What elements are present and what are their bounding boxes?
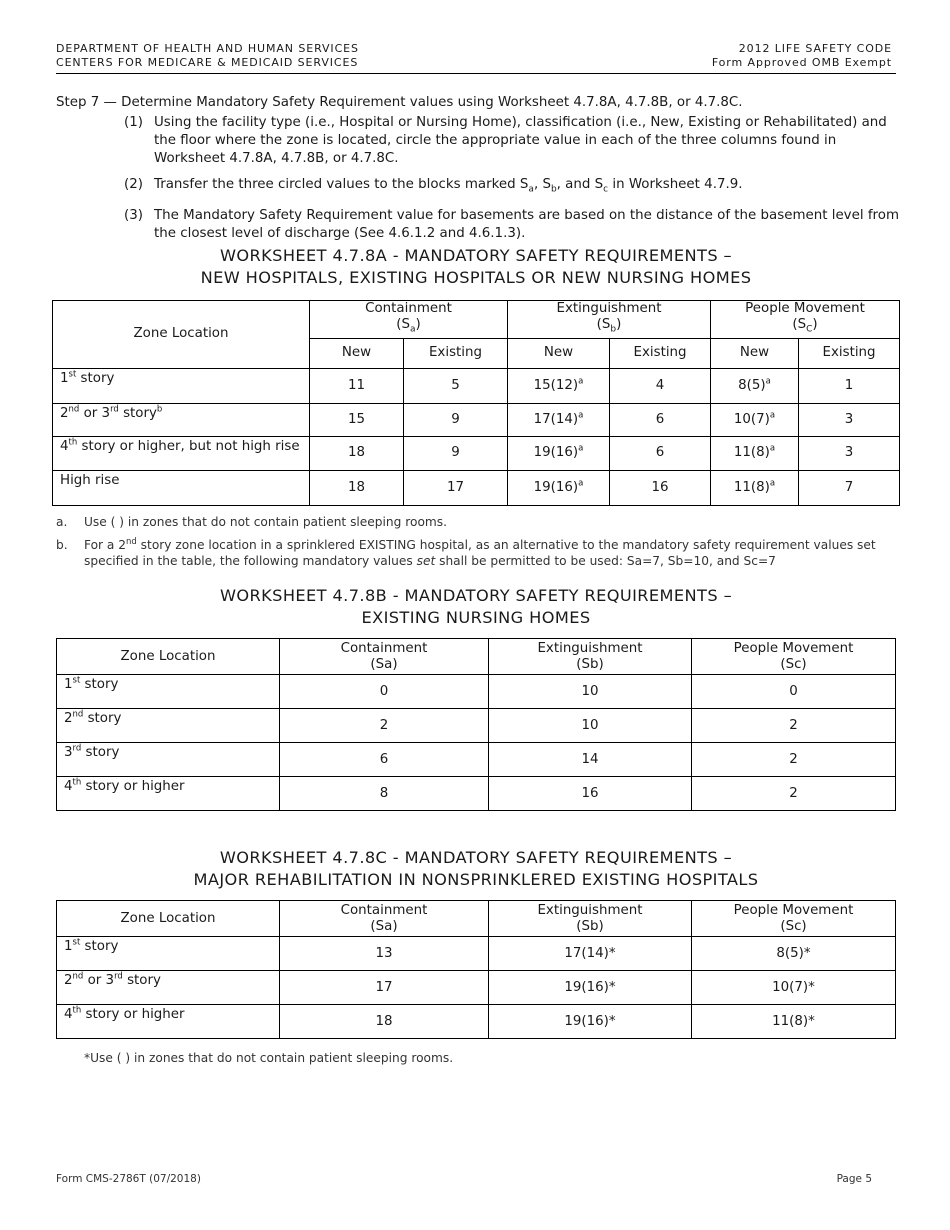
extinguishment-value: 10 (489, 709, 692, 743)
item-number: (1) (124, 115, 143, 130)
zone-sup: nd (68, 404, 80, 415)
zone-text: story (76, 370, 115, 386)
note-ref: a (769, 478, 776, 489)
containment-header (280, 639, 489, 675)
worksheet-b-title-line1: WORKSHEET 4.7.8B - MANDATORY SAFETY REQUIREMENTS – (219, 586, 733, 605)
containment-value: 17 (280, 971, 489, 1005)
table-row (53, 368, 900, 403)
worksheet-a-title-line2: NEW HOSPITALS, EXISTING HOSPITALS OR NEW NURSING HOMES (200, 268, 752, 287)
zone-text: 1 (64, 677, 73, 692)
zone-text: 2 (60, 405, 69, 421)
zone-text: story (118, 405, 157, 421)
header-symbol: (Sc) (780, 918, 807, 934)
table-row (57, 675, 896, 709)
note-ref: a (578, 376, 584, 387)
extinguishment-value: 19(16)* (489, 1005, 692, 1039)
value: 19(16) (533, 479, 579, 495)
symbol-close: ) (616, 317, 622, 332)
people-value: 8(5)* (692, 937, 896, 971)
value: 11(8) (733, 445, 770, 461)
zone-text: story or higher (81, 779, 185, 794)
zone-cell (57, 675, 280, 709)
containment-existing-value: 5 (404, 368, 508, 403)
header-label: Containment (365, 301, 452, 316)
worksheet-b-table (56, 638, 896, 811)
symbol-subscript: b (610, 324, 617, 335)
item-text-part: in Worksheet 4.7.9. (608, 177, 743, 192)
people-value: 2 (692, 777, 896, 811)
containment-existing-value: 9 (404, 403, 508, 436)
zone-text: 4 (64, 1007, 73, 1022)
header-symbol (310, 317, 507, 338)
note-b (56, 537, 896, 569)
value: 11(8) (733, 479, 770, 495)
containment-new-value: 15 (310, 403, 404, 436)
extinguishment-new-value (508, 470, 610, 505)
header-label: Extinguishment (537, 640, 643, 656)
header-symbol: (Sa) (370, 918, 398, 934)
containment-new-value: 11 (310, 368, 404, 403)
zone-sup: rd (72, 743, 82, 754)
subscript-c: c (603, 184, 609, 195)
zone-sup: nd (72, 971, 84, 982)
header-label: Extinguishment (537, 902, 643, 918)
note-text-part: For a 2 (84, 538, 127, 552)
item-number: (3) (124, 207, 143, 223)
symbol: (S (596, 317, 611, 332)
code-title: 2012 LIFE SAFETY CODE (738, 42, 892, 55)
containment-new-value: 18 (310, 470, 404, 505)
note-text-part: story zone location in a sprinklered EXISTING hospital, as an alternative to the mandatory safety requirement values set specified in the table, the following mandatory values (84, 538, 876, 568)
item-text (154, 176, 901, 199)
agency-department: DEPARTMENT OF HEALTH AND HUMAN SERVICES (56, 42, 359, 55)
containment-value: 0 (280, 675, 489, 709)
note-ref: a (578, 443, 584, 454)
zone-text: story (80, 939, 119, 954)
value: 19(16) (533, 445, 579, 461)
header-symbol (508, 317, 710, 338)
people-movement-header (692, 901, 896, 937)
people-value: 2 (692, 709, 896, 743)
zone-cell (53, 403, 310, 436)
new-header: New (711, 338, 799, 368)
containment-value: 6 (280, 743, 489, 777)
table-row (57, 937, 896, 971)
header-divider (56, 73, 896, 74)
note-letter: b. (56, 538, 68, 552)
zone-text: 4 (64, 779, 73, 794)
extinguishment-value: 19(16)* (489, 971, 692, 1005)
omb-status: Form Approved OMB Exempt (711, 56, 892, 69)
code-header (712, 42, 892, 70)
value: 8(5) (738, 377, 766, 393)
header-label: Containment (340, 640, 428, 656)
zone-text: story (83, 711, 122, 726)
table-row (57, 777, 896, 811)
table-row (57, 1005, 896, 1039)
extinguishment-new-value (508, 368, 610, 403)
extinguishment-new-value (508, 436, 610, 470)
page-number: Page 5 (836, 1173, 872, 1185)
zone-cell (57, 937, 280, 971)
note-a (56, 514, 896, 530)
subscript-b: b (550, 184, 557, 195)
zone-location-header: Zone Location (53, 301, 310, 369)
form-number: Form CMS-2786T (07/2018) (56, 1173, 201, 1185)
people-value: 0 (692, 675, 896, 709)
step-7-item-3 (124, 207, 901, 243)
zone-cell (57, 743, 280, 777)
header-symbol: (Sc) (780, 656, 807, 672)
step-7-heading: Step 7 — Determine Mandatory Safety Requirement values using Worksheet 4.7.8A, 4.7.8B, or 4.7.8C. (56, 95, 743, 110)
symbol-subscript: a (409, 324, 416, 335)
worksheet-c-title-line1: WORKSHEET 4.7.8C - MANDATORY SAFETY REQUIREMENTS – (219, 848, 733, 867)
zone-sup: rd (110, 404, 119, 415)
zone-sup: st (72, 675, 81, 686)
worksheet-a-notes (56, 514, 896, 576)
extinguishment-existing-value: 16 (610, 470, 711, 505)
worksheet-c-title-line2: MAJOR REHABILITATION IN NONSPRINKLERED EXISTING HOSPITALS (193, 870, 759, 889)
people-existing-value: 1 (799, 368, 900, 403)
new-header: New (508, 338, 610, 368)
item-text: Using the facility type (i.e., Hospital or Nursing Home), classification (i.e., New, Existing or Rehabilitated) and the floor where the zone is located, circle the appropriate value in each of the three columns found in Worksheet 4.7.8A, 4.7.8B, or 4.7.8C. (154, 115, 887, 166)
extinguishment-existing-value: 6 (610, 403, 711, 436)
zone-cell (53, 368, 310, 403)
zone-sup: st (68, 369, 77, 380)
header-symbol: (Sb) (576, 918, 604, 934)
worksheet-b-title (56, 585, 896, 629)
extinguishment-header (508, 301, 711, 339)
zone-location-header: Zone Location (57, 639, 280, 675)
existing-header: Existing (799, 338, 900, 368)
extinguishment-header (489, 639, 692, 675)
worksheet-c-table (56, 900, 896, 1039)
zone-text: 2 (64, 711, 73, 726)
note-emphasis: set (416, 554, 436, 568)
containment-existing-value: 9 (404, 436, 508, 470)
value: 15(12) (533, 377, 579, 393)
existing-header: Existing (610, 338, 711, 368)
note-ref: a (765, 376, 771, 387)
item-number: (2) (124, 177, 143, 192)
zone-text: story (81, 745, 120, 760)
item-text: The Mandatory Safety Requirement value for basements are based on the distance of the basement level from the closest level of discharge (See 4.6.1.2 and 4.6.1.3). (154, 207, 899, 241)
zone-sup: th (68, 437, 78, 448)
extinguishment-existing-value: 4 (610, 368, 711, 403)
table-row (57, 971, 896, 1005)
people-new-value (711, 470, 799, 505)
value: 17(14) (533, 411, 579, 427)
note-ref: a (769, 443, 776, 454)
worksheet-c-footnote: *Use ( ) in zones that do not contain patient sleeping rooms. (84, 1051, 454, 1065)
note-ref: b (156, 404, 163, 415)
note-text (84, 537, 896, 569)
symbol-subscript: C (806, 324, 813, 335)
zone-cell (57, 1005, 280, 1039)
header-symbol (711, 317, 899, 338)
header-symbol: (Sa) (370, 656, 398, 672)
table-row (53, 470, 900, 505)
zone-cell (57, 971, 280, 1005)
step-7-instructions (56, 94, 901, 243)
people-existing-value: 7 (799, 470, 900, 505)
symbol: (S (396, 317, 410, 332)
people-movement-header (692, 639, 896, 675)
zone-cell: High rise (53, 470, 310, 505)
containment-existing-value: 17 (404, 470, 508, 505)
item-text-part: Transfer the three circled values to the blocks marked S (154, 177, 529, 192)
people-movement-header (711, 301, 900, 339)
zone-cell (57, 709, 280, 743)
note-letter: a. (56, 515, 68, 529)
existing-header: Existing (404, 338, 508, 368)
worksheet-a-title-line1: WORKSHEET 4.7.8A - MANDATORY SAFETY REQUIREMENTS – (219, 246, 733, 265)
table-row (53, 403, 900, 436)
note-ref: a (578, 478, 584, 489)
zone-sup: rd (114, 971, 123, 982)
zone-text: 2 (64, 973, 73, 988)
people-existing-value: 3 (799, 403, 900, 436)
symbol-close: ) (415, 317, 421, 332)
zone-text: 4 (60, 438, 69, 454)
item-text-part: , S (533, 177, 551, 192)
worksheet-a-title (56, 245, 896, 289)
containment-header (310, 301, 508, 339)
note-ref: a (769, 410, 776, 421)
people-existing-value: 3 (799, 436, 900, 470)
zone-text: story (80, 677, 119, 692)
worksheet-c-title (56, 847, 896, 891)
extinguishment-header (489, 901, 692, 937)
item-text-part: , and S (556, 177, 604, 192)
zone-text: story (122, 973, 161, 988)
people-value: 2 (692, 743, 896, 777)
people-new-value (711, 368, 799, 403)
zone-text: or 3 (79, 405, 111, 421)
containment-value: 18 (280, 1005, 489, 1039)
symbol: (S (792, 317, 807, 332)
zone-sup: th (72, 777, 82, 788)
table-row (57, 743, 896, 777)
people-new-value (711, 436, 799, 470)
worksheet-a-table (52, 300, 900, 506)
zone-sup: st (72, 937, 81, 948)
header-label: People Movement (733, 902, 854, 918)
containment-value: 13 (280, 937, 489, 971)
extinguishment-value: 16 (489, 777, 692, 811)
worksheet-b-title-line2: EXISTING NURSING HOMES (361, 608, 591, 627)
note-text: Use ( ) in zones that do not contain patient sleeping rooms. (84, 515, 448, 529)
header-label: Containment (340, 902, 428, 918)
table-row (53, 436, 900, 470)
note-text-part: shall be permitted to be used: Sa=7, Sb=10, and Sc=7 (435, 554, 776, 568)
zone-text: story or higher (81, 1007, 185, 1022)
extinguishment-existing-value: 6 (610, 436, 711, 470)
extinguishment-value: 14 (489, 743, 692, 777)
value: 10(7) (733, 411, 770, 427)
agency-header (56, 42, 359, 70)
header-symbol: (Sb) (576, 656, 604, 672)
note-ref: a (578, 410, 584, 421)
people-value: 10(7)* (692, 971, 896, 1005)
extinguishment-value: 17(14)* (489, 937, 692, 971)
containment-value: 8 (280, 777, 489, 811)
zone-location-header: Zone Location (57, 901, 280, 937)
containment-new-value: 18 (310, 436, 404, 470)
note-sup: nd (126, 536, 137, 547)
zone-text: 1 (64, 939, 73, 954)
zone-text: 3 (64, 745, 73, 760)
containment-value: 2 (280, 709, 489, 743)
symbol-close: ) (812, 317, 818, 332)
subscript-a: a (528, 184, 534, 195)
zone-cell (57, 777, 280, 811)
containment-header (280, 901, 489, 937)
agency-centers: CENTERS FOR MEDICARE & MEDICAID SERVICES (56, 56, 359, 69)
header-label: Extinguishment (556, 301, 662, 316)
extinguishment-new-value (508, 403, 610, 436)
table-row (57, 709, 896, 743)
extinguishment-value: 10 (489, 675, 692, 709)
zone-sup: nd (72, 709, 84, 720)
zone-cell (53, 436, 310, 470)
people-new-value (711, 403, 799, 436)
people-value: 11(8)* (692, 1005, 896, 1039)
zone-text: 1 (60, 370, 69, 386)
header-label: People Movement (745, 301, 865, 316)
zone-text: story or higher, but not high rise (77, 438, 300, 454)
zone-text: or 3 (83, 973, 115, 988)
step-7-item-1 (124, 114, 901, 168)
zone-sup: th (72, 1005, 82, 1016)
step-7-item-2 (124, 176, 901, 199)
new-header: New (310, 338, 404, 368)
header-label: People Movement (733, 640, 854, 656)
